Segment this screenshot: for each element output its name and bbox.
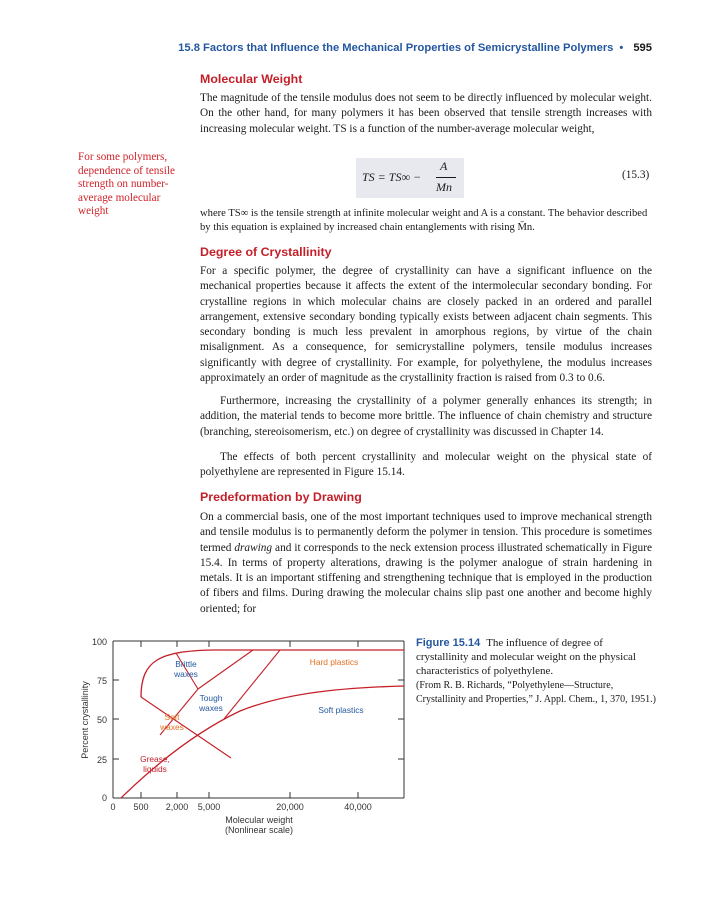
running-title: 15.8 Factors that Influence the Mechanical Properties of Semicrystalline Polymers bbox=[178, 42, 614, 54]
x-axis-title: Molecular weight bbox=[225, 815, 293, 825]
x-tick-label-0: 0 bbox=[110, 802, 116, 812]
equation-number: (15.3) bbox=[622, 169, 650, 181]
y-tick-label-100: 100 bbox=[91, 637, 107, 647]
figure-caption-text: The influence of degree of crystallinity and molecular weight on the physical characteristics of polyethylene. bbox=[416, 637, 636, 677]
margin-note: For some polymers, dependence of tensile strength on number-average molecular weight bbox=[78, 151, 175, 218]
page-number: 595 bbox=[633, 42, 652, 54]
region-label-tough: Tough bbox=[199, 693, 223, 703]
section-heading-molecular-weight: Molecular Weight bbox=[200, 72, 303, 86]
region-label-tough-waxes bbox=[198, 693, 223, 713]
region-label-waxes-1: waxes bbox=[174, 669, 198, 679]
section-heading-crystallinity: Degree of Crystallinity bbox=[200, 245, 332, 259]
boundary-soft-plastics bbox=[224, 650, 280, 719]
equation-lhs: TS = TS∞ − bbox=[362, 170, 422, 184]
equation-numerator: A bbox=[440, 159, 448, 173]
region-label-liquids: liquids bbox=[143, 764, 167, 774]
bottom-boundary-curve bbox=[121, 686, 404, 798]
crystallinity-paragraph-3: The effects of both percent crystallinity and molecular weight on the physical state of polyethylene are represented in Figure 15.14. bbox=[200, 451, 652, 479]
header-separator: • bbox=[619, 42, 624, 54]
y-tick-label-75: 75 bbox=[96, 676, 107, 686]
x-tick-label-40000: 40,000 bbox=[344, 802, 372, 812]
y-axis-title: Percent crystallinity bbox=[80, 681, 90, 759]
region-label-soft-plastics: Soft plastics bbox=[318, 705, 364, 715]
region-label-hard-plastics: Hard plastics bbox=[309, 657, 359, 667]
drawing-term: drawing bbox=[234, 541, 273, 554]
figure-label: Figure 15.14 bbox=[416, 637, 481, 649]
molecular-weight-paragraph-2: where TS∞ is the tensile strength at infinite molecular weight and A is a constant. The behavior described by this equation is explained by increased chain entanglements with rising M̄n. bbox=[200, 208, 648, 233]
drawing-text-1: On a commercial basis, one of the most important techniques used to improve mechanical strength and tensile modulus is to permanently deform the polymer in tension. This procedure is sometimes termed bbox=[200, 511, 652, 554]
region-label-grease: Grease, bbox=[140, 754, 170, 764]
crystallinity-paragraph-1: For a specific polymer, the degree of crystallinity can have a significant influence on the mechanical properties because it affects the extent of the intermolecular secondary bonding. For crystalline regions in which molecular chains are closely packed in an ordered and parallel arrangement, extensive secondary bonding typically exists between adjacent chain segments. This secondary bonding is much less prevalent in amorphous regions, by virtue of the chain misalignment. As a consequence, for semicrystalline polymers, tensile modulus increases significantly with degree of crystallinity. For example, for polyethylene, the modulus increases approximately an order of magnitude as the crystallinity fraction is raised from 0.3 to 0.6. bbox=[200, 265, 652, 385]
region-label-waxes-2: waxes bbox=[199, 703, 223, 713]
region-label-soft: Soft bbox=[164, 712, 180, 722]
section-heading-drawing: Predeformation by Drawing bbox=[200, 490, 362, 504]
region-label-waxes-3: waxes bbox=[160, 722, 184, 732]
figure-caption bbox=[416, 636, 656, 706]
crystallinity-paragraph-2: Furthermore, increasing the crystallinity of a polymer generally enhances its strength; in addition, the material tends to become more brittle. The influence of chain chemistry and structure (branching, stereoisomerism, etc.) on degree of crystallinity was discussed in Chapter 14. bbox=[200, 395, 652, 438]
y-tick-label-50: 50 bbox=[96, 715, 107, 725]
x-tick-label-20000: 20,000 bbox=[276, 802, 304, 812]
x-tick-label-5000: 5,000 bbox=[197, 802, 221, 812]
region-label-brittle-waxes bbox=[173, 659, 198, 679]
y-tick-label-25: 25 bbox=[96, 755, 107, 765]
x-tick-label-2000: 2,000 bbox=[165, 802, 189, 812]
equation-denominator: Mn bbox=[436, 180, 452, 194]
region-label-brittle: Brittle bbox=[175, 659, 197, 669]
boundary-hard-plastics bbox=[198, 650, 253, 689]
region-label-soft-waxes bbox=[159, 712, 184, 732]
y-tick-label-0: 0 bbox=[101, 793, 107, 803]
region-label-grease-liquids bbox=[140, 754, 170, 774]
x-axis-note: (Nonlinear scale) bbox=[224, 825, 294, 835]
drawing-text-2: and it corresponds to the neck extension process illustrated schematically in Figure 15.4. In terms of property alterations, drawing is the polymer analogue of strain hardening in metals. It is an important stiffening and strengthening technique that is employed in the production of fibers and films. During drawing the molecular chains slip past one another and become highly oriented; for bbox=[200, 541, 652, 615]
molecular-weight-paragraph-1: The magnitude of the tensile modulus does not seem to be directly influenced by molecular weight. On the other hand, for many polymers it has been observed that tensile strength increases with increasing molecular weight. TS is a function of the number-average molecular weight, bbox=[200, 92, 652, 135]
x-tick-label-500: 500 bbox=[133, 802, 149, 812]
figure-source: (From R. B. Richards, “Polyethylene—Structure, Crystallinity and Properties,” J. Appl. Chem., 1, 370, 1951.) bbox=[416, 680, 656, 705]
